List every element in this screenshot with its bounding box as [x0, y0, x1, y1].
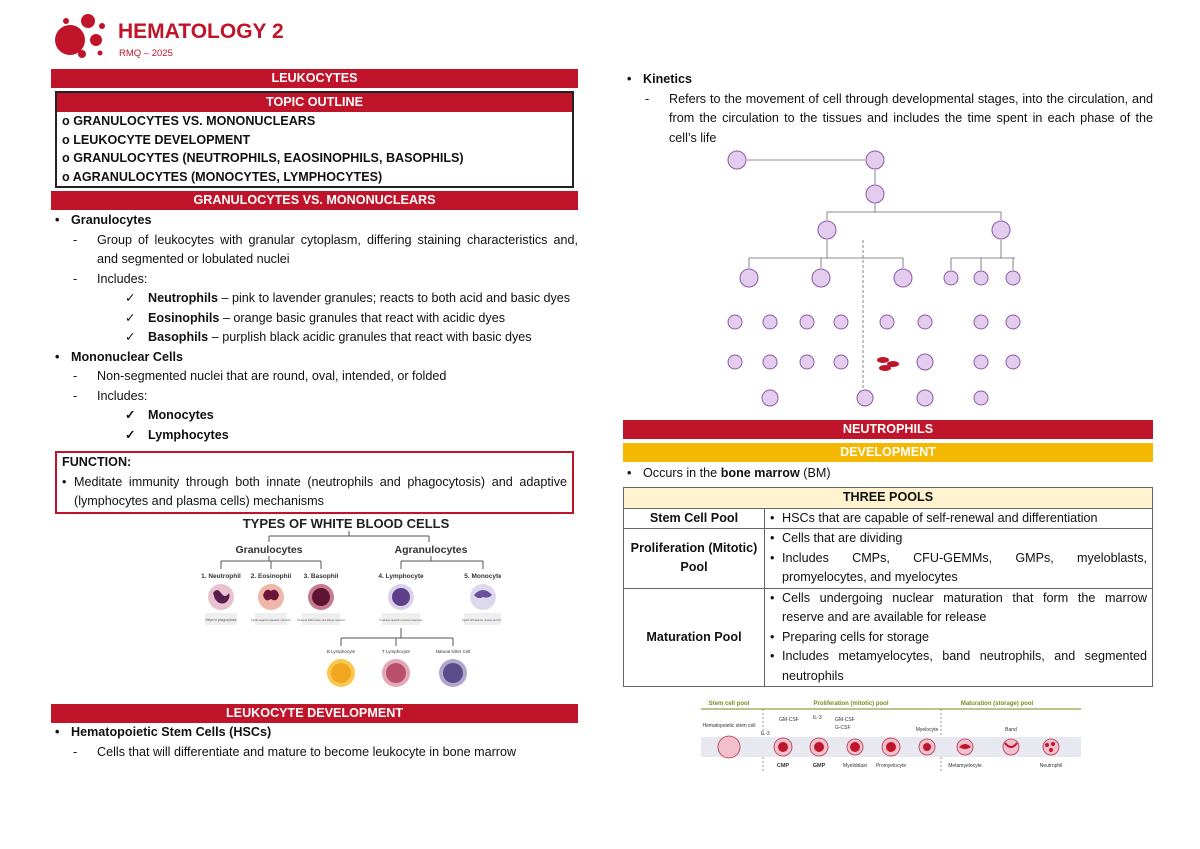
pool-diagram-cell-hsc: Hematopoietic stem cell: [702, 723, 756, 729]
topic-outline-heading: TOPIC OUTLINE: [57, 93, 572, 112]
pool-description: [765, 588, 1153, 687]
wbc-cell-label-monocyte: 5. Monocyte: [464, 572, 501, 580]
wbc-lymph-label-b: B Lymphocyte: [326, 648, 356, 654]
pool-diagram-cell-band: Band: [1005, 727, 1017, 733]
pool-diagram-header-stem: Stem cell pool: [708, 701, 750, 707]
wbc-caption-neutrophil: Helps in phagocytosis: [205, 617, 237, 622]
table-row: [624, 529, 1153, 589]
kinetics-description: - Refers to the movement of cell through developmental stages, into the circulation, and from the circulation to the tissues and includes the time spent in each phase of the cell’s life: [623, 90, 1153, 149]
left-column: [51, 69, 578, 762]
function-title: FUNCTION:: [62, 455, 132, 469]
document-subtitle: RMQ – 2025: [119, 48, 173, 59]
pool-description-item: • Includes CMPs, CFU-GEMMs, GMPs, myeloblasts, promyelocytes, and myelocytes: [770, 549, 1147, 588]
occurs-text-pre: Occurs in the: [643, 465, 721, 480]
pool-diagram-header-proliferation: Proliferation (mitotic) pool: [813, 701, 889, 707]
neutrophils-description: – pink to lavender granules; reacts to both acid and basic dyes: [217, 291, 571, 305]
outline-item: o GRANULOCYTES (NEUTROPHILS, EAOSINOPHILS, BASOPHILS): [62, 151, 464, 165]
wbc-lymph-label-t: T Lymphocyte: [381, 648, 411, 654]
granulocytes-bullet: • Granulocytes: [51, 211, 578, 231]
three-pools-table: [623, 487, 1153, 687]
pool-diagram-factor-gmcsf-2: GM-CSF: [835, 717, 855, 723]
kinetics-bullet: • Kinetics: [623, 70, 1153, 90]
pool-diagram-cell-promyelocyte: Promyelocyte: [875, 763, 907, 769]
pool-description-item: • Cells undergoing nuclear maturation that form the marrow reserve and are available for release: [770, 589, 1147, 628]
topic-outline-box: [55, 91, 574, 188]
eosinophils-name: Eosinophils: [148, 310, 220, 325]
types-of-wbc-diagram: [191, 516, 501, 694]
wbc-caption-basophil: Produces inflammatory and allergic reactions: [297, 618, 345, 622]
pool-description-item: • Preparing cells for storage: [770, 628, 1147, 648]
pool-description-item: • HSCs that are capable of self-renewal and differentiation: [770, 509, 1147, 529]
leukocyte-development-heading: LEUKOCYTE DEVELOPMENT: [51, 704, 578, 723]
neutrophils-heading: NEUTROPHILS: [623, 420, 1153, 439]
outline-item: o AGRANULOCYTES (MONOCYTES, LYMPHOCYTES): [62, 169, 383, 184]
pool-diagram-cell-metamyelocyte: Metamyelocyte: [948, 763, 982, 769]
basophils-name: Basophils: [148, 330, 209, 344]
lymphocytes-item: ✓ Lymphocytes: [51, 426, 578, 446]
wbc-cell-label-neutrophil: 1. Neutrophil: [201, 572, 241, 580]
blood-cells-logo-icon: [52, 10, 114, 60]
basophils-item: [51, 328, 578, 348]
occurs-bullet: [623, 464, 1153, 484]
outline-item: o LEUKOCYTE DEVELOPMENT: [62, 132, 251, 147]
wbc-granulocytes-label: Granulocytes: [235, 543, 303, 556]
occurs-bone-marrow: bone marrow: [720, 465, 800, 480]
pool-diagram-factor-il3: IL-3: [761, 731, 770, 737]
occurs-text-post: (BM): [799, 465, 831, 480]
hsc-bullet: • Hematopoietic Stem Cells (HSCs): [51, 723, 578, 743]
neutrophils-name: Neutrophils: [148, 291, 218, 305]
hematopoiesis-lineage-diagram: [715, 150, 1035, 412]
pool-diagram-cell-gmp: GMP: [812, 763, 826, 769]
pool-diagram-factor-il3-2: IL-3: [813, 715, 822, 721]
document-title: HEMATOLOGY 2: [118, 20, 284, 43]
pool-description-item: • Includes metamyelocytes, band neutrophils, and segmented neutrophils: [770, 647, 1147, 686]
pool-diagram-header-maturation: Maturation (storage) pool: [960, 701, 1034, 707]
includes-label-2: - Includes:: [51, 387, 578, 407]
basophils-description: – purplish black acidic granules that react with basic dyes: [208, 330, 532, 344]
neutrophil-pools-diagram: [701, 697, 1081, 777]
pool-diagram-factor-gmcsf: GM-CSF: [779, 717, 799, 723]
wbc-cell-label-basophil: 3. Basophil: [303, 572, 339, 580]
wbc-cell-label-lymphocyte: 4. Lymphocyte: [378, 572, 424, 580]
hsc-description: - Cells that will differentiate and mature to become leukocyte in bone marrow: [51, 743, 578, 763]
wbc-agranulocytes-label: Agranulocytes: [394, 543, 468, 556]
eosinophils-item: [51, 309, 578, 329]
document-header: [52, 10, 352, 60]
pool-name: Stem Cell Pool: [624, 508, 765, 529]
neutrophils-item: [51, 289, 578, 309]
wbc-lymph-label-nk: Natural Killer Cell: [435, 648, 471, 654]
wbc-caption-monocyte: Fights off bacteria, viruses and fungi: [462, 618, 501, 622]
includes-label: - Includes:: [51, 270, 578, 290]
pool-description: [765, 529, 1153, 589]
pool-diagram-factor-gcsf: G-CSF: [835, 725, 851, 731]
table-row: [624, 588, 1153, 687]
wbc-caption-eosinophil: Fights against parasitic infection: [251, 617, 291, 622]
pool-description: [765, 508, 1153, 529]
eosinophils-description: – orange basic granules that react with acidic dyes: [219, 310, 505, 325]
mononuclear-description: - Non-segmented nuclei that are round, oval, intended, or folded: [51, 367, 578, 387]
outline-item: o GRANULOCYTES VS. MONONUCLEARS: [62, 114, 316, 128]
pool-diagram-cell-neutrophil: Neutrophil: [1039, 763, 1063, 769]
development-heading: DEVELOPMENT: [623, 443, 1153, 462]
granulocytes-vs-mononuclears-heading: GRANULOCYTES VS. MONONUCLEARS: [51, 191, 578, 210]
granulocytes-description: - Group of leukocytes with granular cytoplasm, differing staining characteristics and, and segmented or lobulated nuclei: [51, 231, 578, 270]
table-row: [624, 508, 1153, 529]
mononuclear-cells-bullet: • Mononuclear Cells: [51, 348, 578, 368]
pool-description-item: • Cells that are dividing: [770, 529, 1147, 549]
function-text: • Meditate immunity through both innate (neutrophils and phagocytosis) and adaptive (lymphocytes and plasma cells) mechanisms: [62, 473, 567, 512]
monocytes-item: ✓ Monocytes: [51, 406, 578, 426]
function-box: [55, 451, 574, 514]
wbc-cell-label-eosinophil: 2. Eosinophil: [250, 572, 292, 580]
pool-diagram-cell-cmp: CMP: [776, 763, 790, 769]
table-header-row: [624, 488, 1153, 509]
three-pools-title: THREE POOLS: [624, 488, 1153, 509]
pool-diagram-cell-myelocyte: Myelocyte: [915, 727, 939, 733]
pool-name: Maturation Pool: [624, 588, 765, 687]
pool-diagram-cell-myeloblast: Myeloblast: [843, 763, 867, 769]
right-column: [623, 70, 1153, 784]
wbc-caption-lymphocyte: Produces specific immune responses: [379, 618, 423, 622]
wbc-title: TYPES OF WHITE BLOOD CELLS: [242, 515, 450, 531]
pool-name: Proliferation (Mitotic) Pool: [624, 529, 765, 589]
leukocytes-heading: LEUKOCYTES: [51, 69, 578, 88]
